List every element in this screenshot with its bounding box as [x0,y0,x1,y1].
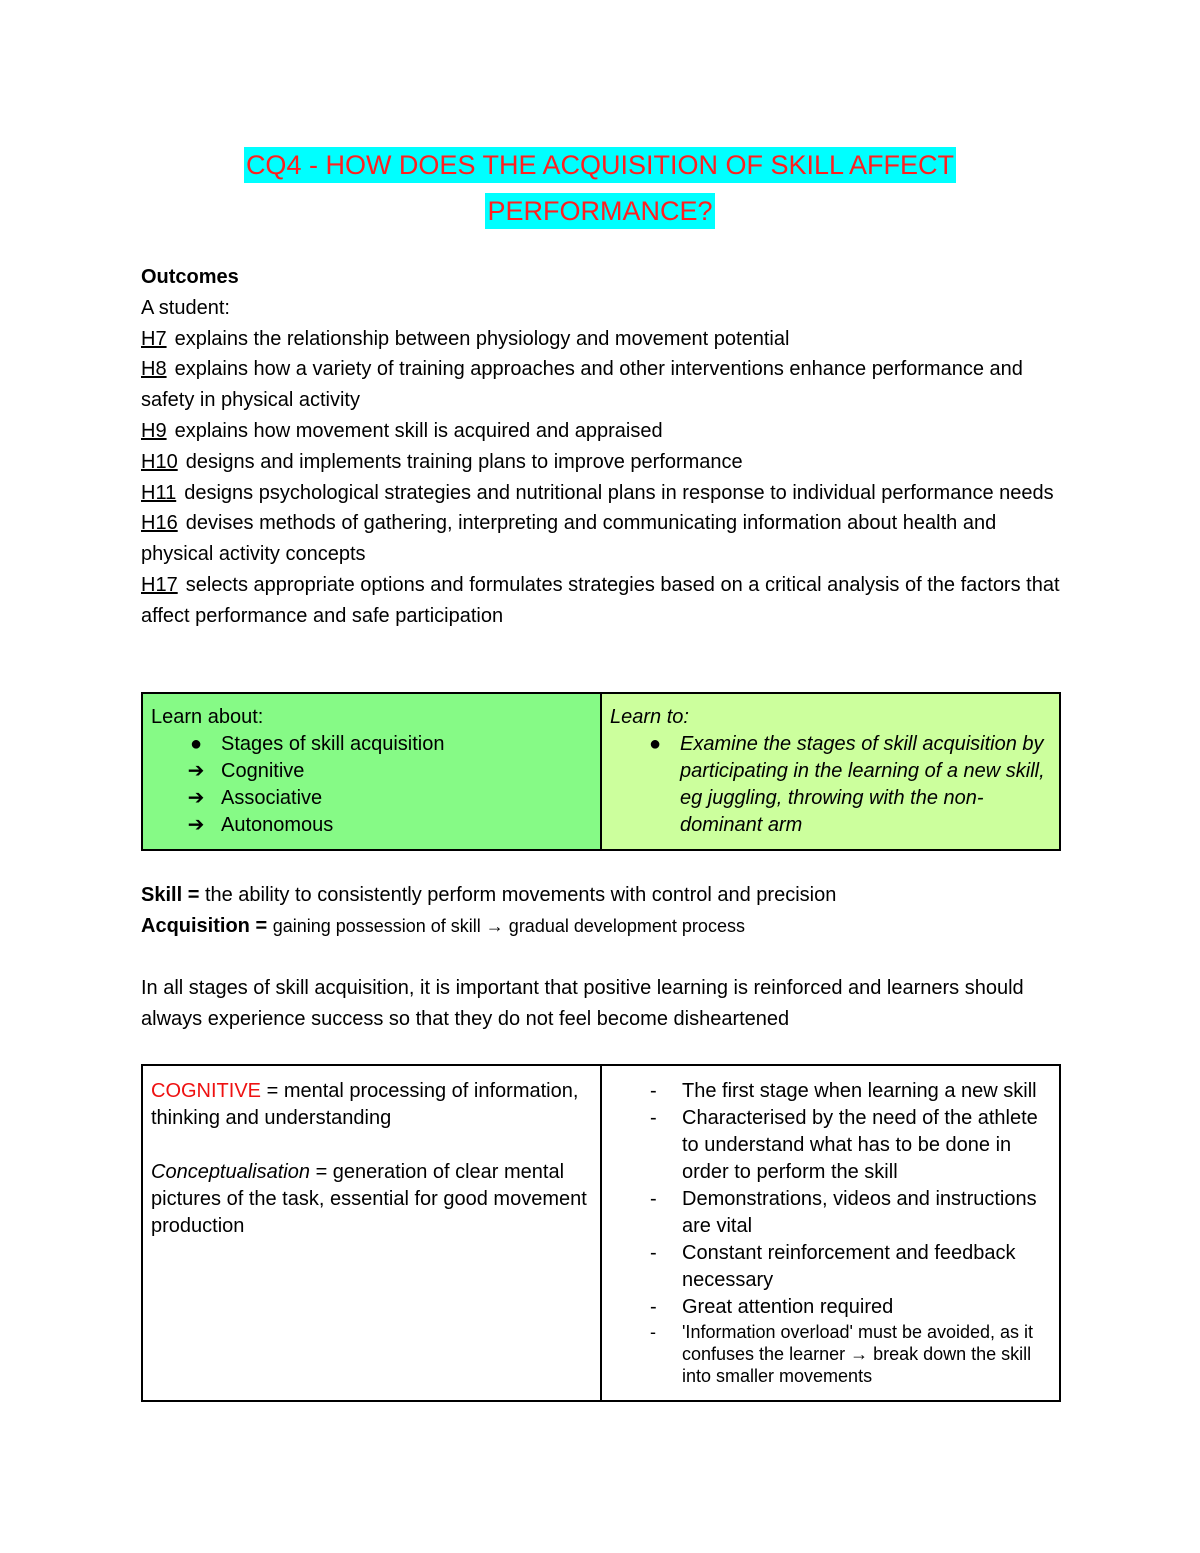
outcomes-intro: A student: [141,296,230,319]
cognitive-term-definition: = mental processing of information, thinking and understanding [151,1080,579,1129]
outcome-code: H7 [141,327,167,350]
list-item [650,1240,1051,1294]
acquisition-text: gaining possession of skill → gradual development process [272,916,745,936]
bullet-icon: ● [648,733,662,755]
arrow-icon: ➔ [187,787,205,809]
cognitive-definition [151,1078,592,1132]
bullet-icon: ● [189,733,203,755]
arrow-icon: ➔ [187,814,205,836]
spacer [151,1132,592,1159]
spacer [141,942,1071,973]
list-item [181,731,592,758]
outcome-text: designs and implements training plans to improve performance [185,450,743,473]
outcomes-heading: Outcomes [141,266,239,288]
outcome-text: designs psychological strategies and nutritional plans in response to individual performance needs [184,481,1054,504]
list-item-text: Characterised by the need of the athlete to understand what has to be done in order to perform the skill [682,1107,1038,1183]
cognitive-term: COGNITIVE [151,1080,262,1102]
arrow-icon: ➔ [187,760,205,782]
outcome-code: H16 [141,512,178,535]
list-item [650,1186,1051,1240]
learn-to-list [610,731,1051,839]
skill-text: the ability to consistently perform movements with control and precision [204,884,837,906]
outcome-text: explains the relationship between physiology and movement potential [174,327,790,350]
learning-note: In all stages of skill acquisition, it is important that positive learning is reinforced and learners should always experience success so that they do not feel become disheartened [141,977,1024,1030]
cognitive-points-list [610,1078,1051,1387]
list-item-text: Autonomous [221,814,334,836]
outcome-item [141,570,1061,632]
outcome-code: H11 [141,481,177,504]
skill-definition [141,880,1071,911]
learn-table [141,692,1061,851]
outcome-code: H10 [141,450,178,473]
list-item [650,1294,1051,1321]
learn-about-heading: Learn about: [151,706,264,728]
dash-icon: - [650,1188,657,1210]
conceptualisation-definition [151,1159,592,1240]
cognitive-definition-cell [142,1065,601,1401]
dash-icon: - [650,1242,657,1264]
cognitive-table [141,1064,1061,1402]
outcome-item [141,354,1061,416]
outcome-code: H9 [141,419,167,442]
outcome-item [141,508,1061,570]
title-line-1: CQ4 - HOW DOES THE ACQUISITION OF SKILL AFFECT [244,147,956,183]
outcome-item [141,478,1061,509]
learn-about-list [151,731,592,839]
list-item [650,1105,1051,1186]
list-item [650,1321,1051,1387]
conceptualisation-text: = generation of clear mental pictures of the task, essential for good movement production [151,1161,587,1237]
outcomes-section [141,262,1061,632]
acquisition-term: Acquisition = [141,915,268,937]
list-item-text: 'Information overload' must be avoided, as it confuses the learner → break down the skill into smaller movements [682,1322,1034,1386]
dash-icon: - [650,1296,657,1318]
outcome-text: devises methods of gathering, interpreting and communicating information about health and physical activity concepts [141,512,997,566]
page-title [0,142,1200,234]
outcome-item [141,324,1061,355]
list-item-text: Constant reinforcement and feedback necessary [682,1242,1016,1291]
list-item [181,812,592,839]
list-item [640,731,1051,839]
dash-icon: - [650,1107,657,1129]
list-item-text: The first stage when learning a new skill [682,1080,1037,1102]
list-item-text: Stages of skill acquisition [221,733,445,755]
list-item-text: Demonstrations, videos and instructions are vital [682,1188,1037,1237]
list-item-text: Associative [221,787,323,809]
dash-icon: - [650,1080,657,1102]
list-item-text: Examine the stages of skill acquisition by participating in the learning of a new skill, eg juggling, throwing with the non-dominant arm [680,733,1045,836]
learn-to-heading: Learn to: [610,706,689,728]
list-item [181,785,592,812]
learn-to-cell [601,693,1060,850]
learn-about-cell [142,693,601,850]
outcome-code: H17 [141,573,178,596]
conceptualisation-term: Conceptualisation [151,1161,310,1183]
list-item-text: Cognitive [221,760,305,782]
outcome-item [141,416,1061,447]
cognitive-points-cell [601,1065,1060,1401]
acquisition-definition [141,911,1071,942]
dash-icon: - [650,1322,656,1342]
list-item-text: Great attention required [682,1296,894,1318]
skill-term: Skill = [141,884,200,906]
title-line-2: PERFORMANCE? [485,193,714,229]
list-item [181,758,592,785]
list-item [650,1078,1051,1105]
definitions-section [141,880,1071,1035]
outcome-text: selects appropriate options and formulates strategies based on a critical analysis of the factors that affect performance and safe participation [141,573,1060,627]
outcome-text: explains how a variety of training approaches and other interventions enhance performance and safety in physical activity [141,358,1023,412]
outcome-item [141,447,1061,478]
outcome-text: explains how movement skill is acquired and appraised [174,419,663,442]
outcome-code: H8 [141,358,167,381]
